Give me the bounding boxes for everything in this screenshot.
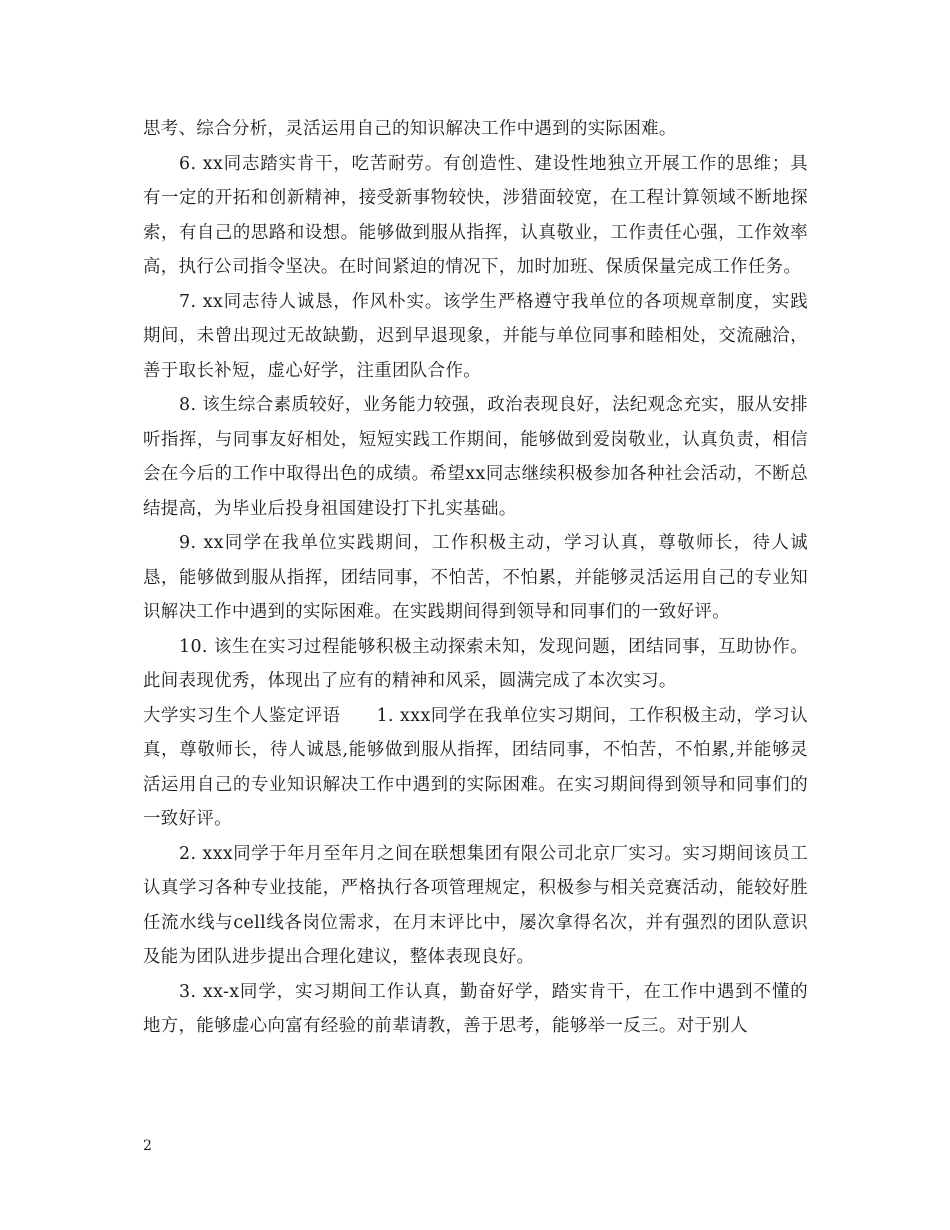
page-number: 2 bbox=[143, 1138, 152, 1154]
paragraph-5: 9. xx同学在我单位实践期间，工作积极主动，学习认真，尊敬师长，待人诚恳，能够做到服从指挥，团结同事，不怕苦，不怕累，并能够灵活运用自己的专业知识解决工作中遇到的实际困难。在实践期间得到领导和同事们的一致好评。 bbox=[143, 533, 808, 622]
paragraph-8: 2. xxx同学于年月至年月之间在联想集团有限公司北京厂实习。实习期间该员工认真学习各种专业技能，严格执行各项管理规定，积极参与相关竞赛活动，能较好胜任流水线与cell线各岗位需求，在月末评比中，屡次拿得名次，并有强烈的团队意识及能为团队进步提出合理化建议，整体表现良好。 bbox=[143, 843, 808, 967]
paragraph-6: 10. 该生在实习过程能够积极主动探索未知，发现问题，团结同事，互助协作。此间表现优秀，体现出了应有的精神和风采，圆满完成了本次实习。 bbox=[143, 636, 808, 691]
paragraph-3: 7. xx同志待人诚恳，作风朴实。该学生严格遵守我单位的各项规章制度，实践期间，未曾出现过无故缺勤，迟到早退现象，并能与单位同事和睦相处，交流融洽，善于取长补短，虚心好学，注重团队合作。 bbox=[143, 291, 808, 381]
paragraph-7: 大学实习生个人鉴定评语 1. xxx同学在我单位实习期间，工作积极主动，学习认真，尊敬师长，待人诚恳,能够做到服从指挥，团结同事，不怕苦，不怕累,并能够灵活运用自己的专业知识解决工作中遇到的实际困难。在实习期间得到领导和同事们的一致好评。 bbox=[143, 705, 808, 829]
document-body bbox=[143, 112, 808, 1044]
paragraph-9: 3. xx-x同学，实习期间工作认真，勤奋好学，踏实肯干，在工作中遇到不懂的地方，能够虚心向富有经验的前辈请教，善于思考，能够举一反三。对于别人 bbox=[143, 981, 808, 1036]
paragraph-1: 思考、综合分析，灵活运用自己的知识解决工作中遇到的实际困难。 bbox=[143, 119, 677, 139]
paragraph-4: 8. 该生综合素质较好，业务能力较强，政治表现良好，法纪观念充实，服从安排听指挥，与同事友好相处，短短实践工作期间，能够做到爱岗敬业，认真负责，相信会在今后的工作中取得出色的成绩。希望xx同志继续积极参加各种社会活动，不断总结提高，为毕业后投身祖国建设打下扎实基础。 bbox=[143, 395, 808, 519]
paragraph-2: 6. xx同志踏实肯干，吃苦耐劳。有创造性、建设性地独立开展工作的思维；具有一定的开拓和创新精神，接受新事物较快，涉猎面较宽，在工程计算领域不断地探索，有自己的思路和设想。能够做到服从指挥，认真敬业，工作责任心强，工作效率高，执行公司指令坚决。在时间紧迫的情况下，加时加班、保质保量完成工作任务。 bbox=[143, 153, 808, 277]
